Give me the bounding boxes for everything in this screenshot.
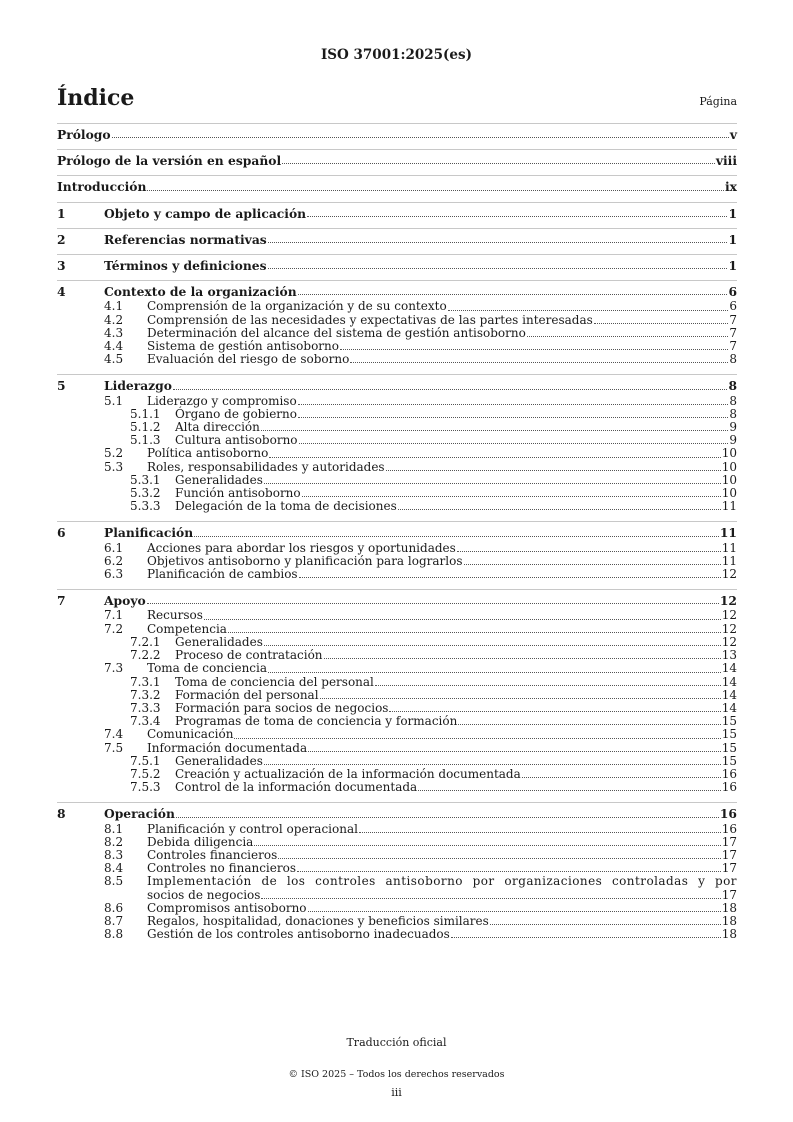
toc-entry[interactable] [57,280,737,298]
toc-page-label: Página [699,95,737,108]
toc-leader-dots [522,777,721,778]
toc-entry-title: Implementación de los controles antisoborno por organizaciones controladas y por [147,874,737,889]
toc-entry-number: 6.1 [104,540,124,555]
toc-entry[interactable] [57,728,737,741]
toc-entry[interactable] [57,802,737,820]
toc-leader-dots [298,294,728,295]
toc-entry-number: 7.2 [104,621,124,636]
toc-entry-title: Términos y definiciones [104,258,267,274]
toc-entry[interactable] [57,395,737,408]
toc-entry-page: 15 [721,740,737,755]
toc-leader-dots [264,645,721,646]
toc-entry-number: 5.2 [104,446,124,461]
toc-entry-number: 5.3 [104,459,124,474]
toc-entry-number: 4.2 [104,312,124,327]
toc-entry[interactable] [57,447,737,460]
toc-entry-title: Gestión de los controles antisoborno inadecuados [147,927,450,942]
toc-entry-page: 18 [721,927,737,942]
toc-entry-number: 1 [57,205,66,221]
toc-leader-dots [112,137,729,138]
toc-entry[interactable] [57,676,737,689]
toc-entry-title: Controles financieros [147,847,278,862]
toc-leader-dots [320,698,721,699]
toc-leader-dots [389,711,720,712]
toc-entry-number: 3 [57,258,66,274]
toc-entry-page: 17 [721,861,737,876]
toc-entry[interactable] [57,461,737,474]
toc-entry-number: 4.5 [104,352,124,367]
toc-heading-bar [57,85,737,111]
toc-entry-title: Compromisos antisoborno [147,900,307,915]
toc-leader-dots [490,924,721,925]
toc-entry-page: 7 [729,312,737,327]
toc-leader-dots [308,751,721,752]
toc-entry-number: 8.8 [104,927,124,942]
toc-entry-page: 1 [728,205,737,221]
toc-entry-title: Planificación y control operacional [147,821,358,836]
toc-entry-title: Regalos, hospitalidad, donaciones y beneficios similares [147,913,489,928]
toc-leader-dots [398,509,721,510]
toc-entry-page: 17 [721,847,737,862]
toc-entry-page: 11 [719,525,737,541]
toc-entry-page: 10 [721,459,737,474]
toc-entry-title: Prólogo de la versión en español [57,153,282,169]
toc-entry-page: 7 [729,325,737,340]
toc-entry-number: 7.5.3 [130,780,161,795]
toc-entry-number: 4 [57,284,66,300]
toc-entry-title: Generalidades [175,634,263,649]
toc-entry-number: 7.5.1 [130,753,161,768]
toc-entry-continuation [147,889,737,902]
toc-entry-page: 10 [721,486,737,501]
toc-entry[interactable] [57,781,737,794]
toc-entry-title: Recursos [147,608,203,623]
toc-leader-dots [375,685,721,686]
toc-entry-page: 17 [721,887,737,902]
toc-entry-title: Referencias normativas [104,231,267,247]
toc-entry-title: Comprensión de la organización y de su contexto [147,299,447,314]
toc-entry[interactable] [57,314,737,327]
toc-entry-title: Planificación [104,525,194,541]
toc-leader-dots [350,362,728,363]
toc-entry-title: Cultura antisoborno [175,433,298,448]
toc-entry-page: 13 [721,648,737,663]
toc-entry-number: 5.1.1 [130,406,161,421]
toc-entry-page: 10 [721,446,737,461]
toc-entry-number: 5.3.3 [130,499,161,514]
toc-leader-dots [228,632,721,633]
toc-entry-page: 8 [729,393,737,408]
toc-leader-dots [464,564,721,565]
toc-entry-page: 11 [721,553,737,568]
toc-entry-number: 8 [57,806,66,822]
toc-entry-number: 7.2.2 [130,648,161,663]
toc-entry-title: Objeto y campo de aplicación [104,205,307,221]
toc-entry-page: 18 [721,900,737,915]
toc-leader-dots [268,268,728,269]
toc-leader-dots [282,163,715,164]
toc-entry-page: 1 [728,258,737,274]
toc-entry-number: 7.3.2 [130,687,161,702]
toc-entry[interactable] [57,521,737,539]
toc-leader-dots [594,323,729,324]
toc-entry-title: Generalidades [175,753,263,768]
toc-entry-title: Apoyo [104,593,146,609]
toc-entry-number: 7.4 [104,727,124,742]
toc-entry-page: 1 [728,231,737,247]
toc-entry-number: 4.1 [104,299,124,314]
toc-entry-title: Comprensión de las necesidades y expectativas de las partes interesadas [147,312,593,327]
toc-leader-dots [308,911,721,912]
toc-entry-number: 8.5 [104,874,124,889]
toc-entry-page: 18 [721,913,737,928]
toc-leader-dots [261,430,728,431]
toc-entry-page: 12 [721,634,737,649]
toc-entry-number: 7.3.3 [130,700,161,715]
toc-entry-title: Evaluación del riesgo de soborno [147,352,350,367]
toc-entry-number: 5.1.2 [130,420,161,435]
translation-note: Traducción oficial [346,1036,447,1049]
toc-leader-dots [234,738,720,739]
toc-entry[interactable] [57,928,737,941]
toc-entry-number: 8.4 [104,861,124,876]
toc-entry-number: 7.5.2 [130,766,161,781]
toc-entry-title: Contexto de la organización [104,284,297,300]
toc-leader-dots [299,443,729,444]
toc-entry-page: 7 [729,339,737,354]
toc-entry-title: Operación [104,806,175,822]
toc-entry-number: 8.7 [104,913,124,928]
toc-entry[interactable] [57,353,737,366]
toc-entry-page: 15 [721,714,737,729]
toc-leader-dots [386,470,721,471]
toc-leader-dots [176,817,719,818]
toc-entry[interactable] [57,836,737,849]
toc-entry-number: 7.2.1 [130,634,161,649]
toc-entry-title: Formación del personal [175,687,319,702]
toc-leader-dots [340,349,728,350]
toc-entry-page: 15 [721,727,737,742]
toc-entry-number: 5.3.1 [130,472,161,487]
toc-entry-page: 11 [721,499,737,514]
toc-entry-number: 6 [57,525,66,541]
toc-entry[interactable] [57,823,737,836]
toc-entry[interactable] [57,589,737,607]
toc-entry-page: 12 [719,593,737,609]
toc-entry-title: Determinación del alcance del sistema de gestión antisoborno [147,325,526,340]
toc-entry-title: Sistema de gestión antisoborno [147,339,339,354]
toc-entry-title: Roles, responsabilidades y autoridades [147,459,385,474]
toc-leader-dots [297,871,721,872]
toc-entry-page: 8 [728,378,737,394]
toc-leader-dots [527,336,729,337]
toc-entry-title: Liderazgo [104,378,172,394]
toc-entry-number: 7.3 [104,661,124,676]
toc-entry[interactable] [57,609,737,622]
toc-entry-number: 7.5 [104,740,124,755]
toc-entry-title: Programas de toma de conciencia y formación [175,714,458,729]
toc-entry-page: 9 [729,433,737,448]
toc-entry-number: 8.3 [104,847,124,862]
toc-entry-title: Delegación de la toma de decisiones [175,499,397,514]
toc-leader-dots [299,577,721,578]
toc-leader-dots [418,790,721,791]
toc-entry[interactable] [57,902,737,915]
toc-entry-page: 14 [721,661,737,676]
toc-entry-page: v [729,127,737,142]
toc-leader-dots [298,417,728,418]
toc-entry[interactable] [57,149,737,167]
toc-title: Índice [57,85,135,111]
toc-entry-number: 5.3.2 [130,486,161,501]
toc-leader-dots [278,858,720,859]
toc-entry-number: 6.3 [104,567,124,582]
toc-entry-page: 16 [719,806,737,822]
toc-entry-number: 7 [57,593,66,609]
toc-entry[interactable] [57,689,737,702]
toc-entry-title: Generalidades [175,472,263,487]
toc-leader-dots [307,216,727,217]
toc-entry-title: Debida diligencia [147,834,254,849]
toc-leader-dots [324,658,721,659]
toc-entry-title: Control de la información documentada [175,780,418,795]
toc-entry[interactable] [57,123,737,141]
toc-leader-dots [261,898,720,899]
toc-entry-number: 2 [57,231,66,247]
toc-entry-page: 6 [728,284,737,300]
toc-entry[interactable] [57,742,737,755]
toc-leader-dots [298,404,729,405]
toc-entry-title: Función antisoborno [175,486,301,501]
toc-entry-number: 7.3.4 [130,714,161,729]
toc-leader-dots [264,483,721,484]
toc-entry-title: Información documentada [147,740,308,755]
toc-entry[interactable] [57,623,737,636]
toc-entry-title: Comunicación [147,727,234,742]
toc-entry-title: Órgano de gobierno [175,406,297,421]
toc-leader-dots [359,832,721,833]
toc-entry-number: 5.1.3 [130,433,161,448]
page-number: iii [391,1086,402,1099]
toc-entry-title: Alta dirección [175,420,260,435]
toc-leader-dots [268,242,728,243]
toc-entry-page: 9 [729,420,737,435]
toc-entry-wrap [147,875,737,901]
toc-entry[interactable] [57,374,737,392]
toc-entry-title: Formación para socios de negocios [175,700,389,715]
toc-leader-dots [147,190,724,191]
toc-entry-number: 7.3.1 [130,674,161,689]
toc-entry-page: 8 [729,406,737,421]
toc-entry-number: 6.2 [104,553,124,568]
toc-entry[interactable] [57,254,737,272]
toc-entry-page: ix [724,179,737,195]
toc-leader-dots [451,937,721,938]
toc-entry[interactable] [57,228,737,246]
toc-leader-dots [458,724,720,725]
toc-entry-page: viii [715,153,737,169]
toc-entry-title: Controles no financieros [147,861,296,876]
toc-entry-page: 14 [721,700,737,715]
toc-entry-title: Prólogo [57,127,111,142]
toc-entry[interactable] [57,542,737,555]
copyright-notice: © ISO 2025 – Todos los derechos reservados [288,1069,505,1080]
toc-entry-title: Toma de conciencia [147,661,268,676]
toc-entry[interactable] [57,202,737,220]
toc-entry-page: 8 [729,352,737,367]
toc-entry-title: Planificación de cambios [147,567,298,582]
toc-leader-dots [269,457,720,458]
toc-entry[interactable] [57,755,737,768]
document-id: ISO 37001:2025(es) [320,47,472,63]
toc-entry-number: 4.3 [104,325,124,340]
toc-entry-number: 5.1 [104,393,124,408]
toc-entry-page: 6 [729,299,737,314]
toc-entry[interactable] [57,175,737,193]
toc-entry-number: 8.6 [104,900,124,915]
toc-entry-page: 12 [721,621,737,636]
toc-leader-dots [194,536,719,537]
toc-leader-dots [147,603,719,604]
toc-leader-dots [264,764,721,765]
toc-entry-page: 11 [721,540,737,555]
toc-entry-title: Proceso de contratación [175,648,323,663]
toc-leader-dots [457,551,721,552]
toc-entry[interactable] [57,500,737,513]
toc-entry-page: 14 [721,687,737,702]
toc-entry-title: Introducción [57,179,147,195]
toc-entry-page: 15 [721,753,737,768]
toc-entry-number: 5 [57,378,66,394]
toc-leader-dots [173,389,727,390]
toc-leader-dots [448,310,729,311]
toc-entry[interactable] [57,875,737,901]
toc-entry-title: Creación y actualización de la información documentada [175,766,521,781]
toc-entry-title: Acciones para abordar los riesgos y oportunidades [147,540,456,555]
toc-entry-title: Competencia [147,621,227,636]
toc-entry-title-continued: socios de negocios [147,887,261,902]
toc-entry-title: Liderazgo y compromiso [147,393,297,408]
toc-entry[interactable] [57,662,737,675]
toc-entry-title: Toma de conciencia del personal [175,674,374,689]
table-of-contents [57,123,737,941]
toc-entry-page: 17 [721,834,737,849]
toc-entry-number: 7.1 [104,608,124,623]
toc-entry-number: 8.1 [104,821,124,836]
toc-entry-page: 12 [721,567,737,582]
toc-entry-page: 16 [721,780,737,795]
toc-leader-dots [254,845,720,846]
toc-entry-page: 10 [721,472,737,487]
toc-entry-title: Objetivos antisoborno y planificación para lograrlos [147,553,463,568]
toc-entry-page: 16 [721,766,737,781]
toc-entry-title: Política antisoborno [147,446,269,461]
toc-entry[interactable] [57,568,737,581]
toc-entry[interactable] [57,300,737,313]
toc-leader-dots [268,672,721,673]
toc-entry-page: 14 [721,674,737,689]
toc-entry-number: 8.2 [104,834,124,849]
toc-entry-page: 16 [721,821,737,836]
toc-entry-number: 4.4 [104,339,124,354]
toc-leader-dots [204,619,721,620]
toc-leader-dots [302,496,721,497]
toc-entry-page: 12 [721,608,737,623]
